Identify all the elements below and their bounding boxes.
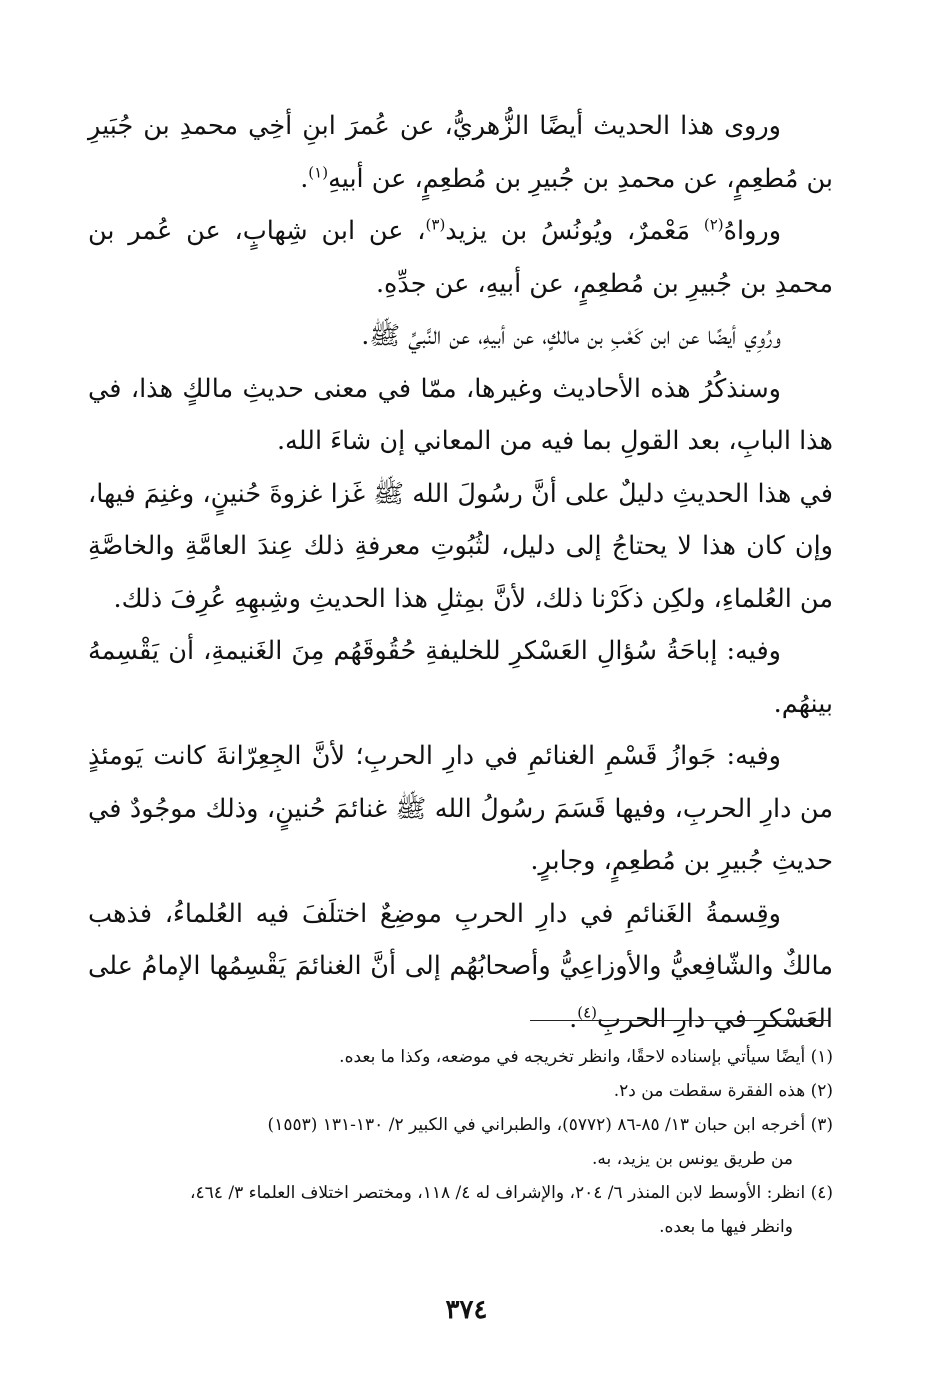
footnote-separator [530, 1020, 830, 1021]
footnotes [88, 1040, 833, 1244]
footnote-3: (٣) أخرجه ابن حبان ١٣/ ٨٥-٨٦ (٥٧٧٢)، والطبراني في الكبير ٢/ ١٣٠-١٣١ (١٥٥٣) [267, 1115, 833, 1135]
main-text [88, 100, 833, 1045]
paragraph-5: في هذا الحديثِ دليلٌ على أنَّ رسُولَ الله ﷺ غَزا غزوةَ حُنينٍ، وغنِمَ فيها، وإن كان هذا لا يحتاجُ إلى دليل، لثُبُوتِ معرفةِ ذلك عِندَ العامَّةِ والخاصَّةِ من العُلماءِ، ولكِن ذكَرْنا ذلك، لأنَّ بمِثلِ هذا الحديثِ وشِبهِهِ عُرِفَ ذلك. [88, 478, 833, 614]
footnote-3-continuation: من طريق يونس بن يزيد، به. [592, 1149, 793, 1169]
paragraph-8: وقِسمةُ الغَنائمِ في دارِ الحربِ موضِعٌ اختلَفَ فيه العُلماءُ، فذهب مالكٌ والشّافِعيُّ والأوزاعِيُّ وأصحابُهُم إلى أنَّ الغنائمَ يَقْسِمُها الإمامُ على العَسْكرِ في دارِ الحربِ$^{(٤)}$. [88, 898, 833, 1034]
paragraph-4: وسنذكُرُ هذه الأحاديث وغيرها، ممّا في معنى حديثِ مالكٍ هذا، في هذا البابِ، بعد القولِ بما فيه من المعاني إن شاءَ الله. [88, 373, 833, 456]
footnote-4: (٤) انظر: الأوسط لابن المنذر ٦/ ٢٠٤، والإشراف له ٤/ ١١٨، ومختصر اختلاف العلماء ٣/ ٤٦٤، [190, 1183, 833, 1203]
page-number: ٣٧٤ [445, 1295, 488, 1325]
footnote-ref-2[interactable]: (٢) [703, 215, 724, 234]
footnote-4-continuation: وانظر فيها ما بعده. [659, 1217, 793, 1237]
paragraph-2-text-a: ورواهُ [723, 216, 782, 246]
paragraph-1-text: وروى هذا الحديث أيضًا الزُّهريُّ، عن عُمرَ ابنِ أخِي محمدِ بن جُبَيرِ بن مُطعِمٍ، عن محمدِ بن جُبيرِ بن مُطعِمٍ، عن أبيهِ [88, 111, 833, 194]
footnote-ref-1[interactable]: (١) [308, 163, 329, 181]
paragraph-1: وروى هذا الحديث أيضًا الزُّهريُّ، عن عُمرَ ابنِ أخِي محمدِ بن جُبَيرِ بن مُطعِمٍ، عن محمدِ بن جُبيرِ بن مُطعِمٍ، عن أبيهِ$^{(١)}$. [88, 111, 833, 194]
paragraph-2-text-c: ، عن ابن شِهابٍ، عن عُمر بن محمدِ بن جُبيرِ بن مُطعِمٍ، عن أبيهِ، عن جدِّهِ. [88, 216, 833, 299]
paragraph-6: وفيه: إباحَةُ سُؤالِ العَسْكرِ للخليفةِ حُقُوقَهُم مِنَ الغَنيمةِ، أن يَقْسِمهُ بينهُم. [88, 636, 833, 719]
paragraph-2-text-b: مَعْمرٌ، ويُونُسُ بن يزيد [445, 216, 704, 246]
footnote-1: (١) أيضًا سيأتي بإسناده لاحقًا، وانظر تخريجه في موضعه، وكذا ما بعده. [339, 1047, 833, 1067]
footnote-ref-4[interactable]: (٤) [577, 1003, 598, 1021]
paragraph-7: وفيه: جَوازُ قَسْمِ الغنائمِ في دارِ الحربِ؛ لأنَّ الجِعِرّانةَ كانت يَومئذٍ من دارِ الحربِ، وفيها قَسَمَ رسُولُ الله ﷺ غنائمَ حُنينٍ، وذلك موجُودٌ في حديثِ جُبيرِ بن مُطعِمٍ، وجابرٍ. [88, 741, 833, 876]
paragraph-2 [88, 205, 833, 310]
footnote-2: (٢) هذه الفقرة سقطت من د٢. [613, 1081, 833, 1101]
paragraph-8-text: وقِسمةُ الغَنائمِ في دارِ الحربِ موضِعٌ اختلَفَ فيه العُلماءُ، فذهب مالكٌ والشّافِعيُّ والأوزاعِيُّ وأصحابُهُم إلى أنَّ الغنائمَ يَقْسِمُها الإمامُ على العَسْكرِ في دارِ الحربِ [88, 898, 833, 1034]
paragraph-3: ورُوِي أيضًا عن ابن كَعْبِ بن مالكٍ، عن أبيهِ، عن النَّبيِّ ﷺ. [361, 321, 781, 351]
footnote-ref-3[interactable]: (٣) [425, 215, 446, 234]
